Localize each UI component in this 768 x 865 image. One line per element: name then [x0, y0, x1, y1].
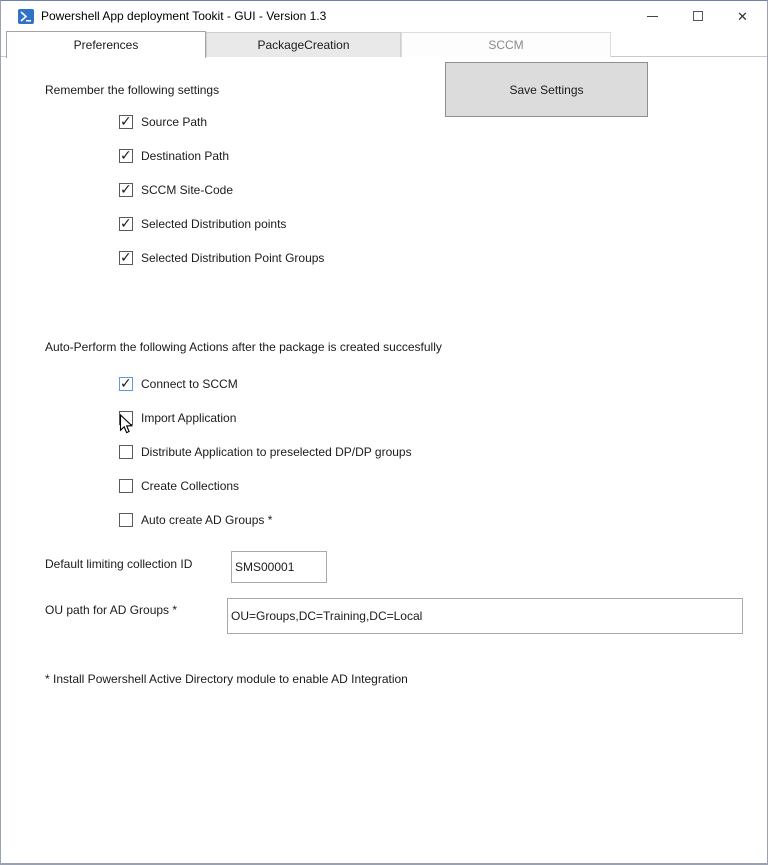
- powershell-arrow-glyph: [19, 10, 33, 23]
- tab-sccm[interactable]: SCCM: [401, 32, 611, 57]
- checkbox-label: Create Collections: [141, 479, 240, 493]
- window-controls: [630, 1, 765, 31]
- checkbox-row-distribution-point-groups[interactable]: [119, 251, 324, 265]
- sccm-site-code-checkbox[interactable]: [119, 183, 133, 197]
- title-bar: [1, 1, 767, 31]
- checkbox-row-source-path[interactable]: [119, 115, 324, 129]
- create-collections-checkbox[interactable]: [119, 479, 133, 493]
- import-application-checkbox[interactable]: [119, 411, 133, 425]
- maximize-icon: [693, 11, 703, 21]
- collection-id-label: Default limiting collection ID: [45, 557, 193, 571]
- ou-path-input[interactable]: [227, 598, 743, 634]
- checkbox-row-distribution-points[interactable]: [119, 217, 324, 231]
- checkbox-label: Distribute Application to preselected DP/DP groups: [141, 445, 412, 459]
- distribution-point-groups-checkbox[interactable]: [119, 251, 133, 265]
- source-path-checkbox[interactable]: [119, 115, 133, 129]
- checkbox-row-sccm-site-code[interactable]: [119, 183, 324, 197]
- checkbox-label: SCCM Site-Code: [141, 183, 234, 197]
- distribute-application-checkbox[interactable]: [119, 445, 133, 459]
- checkbox-row-auto-create-ad-groups[interactable]: [119, 513, 412, 527]
- close-icon: ✕: [737, 8, 748, 24]
- save-settings-button[interactable]: Save Settings: [445, 62, 648, 117]
- maximize-button[interactable]: [675, 1, 720, 31]
- checkbox-row-connect-to-sccm[interactable]: [119, 377, 412, 391]
- auto-create-ad-groups-checkbox[interactable]: [119, 513, 133, 527]
- minimize-icon: [647, 16, 658, 17]
- remember-settings-group: [119, 115, 324, 285]
- tab-preferences[interactable]: Preferences: [6, 31, 206, 58]
- preferences-tab-content: [1, 57, 767, 863]
- collection-id-input[interactable]: [231, 551, 327, 583]
- checkbox-label: Import Application: [141, 411, 237, 425]
- checkbox-label: Connect to SCCM: [141, 377, 238, 391]
- checkbox-label: Selected Distribution Point Groups: [141, 251, 325, 265]
- tab-strip: [1, 31, 767, 57]
- checkbox-label: Destination Path: [141, 149, 230, 163]
- distribution-points-checkbox[interactable]: [119, 217, 133, 231]
- checkbox-label: Source Path: [141, 115, 208, 129]
- checkbox-label: Auto create AD Groups *: [141, 513, 273, 527]
- ou-path-label: OU path for AD Groups *: [45, 603, 178, 617]
- minimize-button[interactable]: [630, 1, 675, 31]
- ad-integration-footnote: * Install Powershell Active Directory module to enable AD Integration: [45, 672, 408, 686]
- powershell-icon: [18, 9, 34, 24]
- auto-perform-heading: Auto-Perform the following Actions after the package is created succesfully: [45, 340, 442, 354]
- connect-to-sccm-checkbox[interactable]: [119, 377, 133, 391]
- checkbox-row-create-collections[interactable]: [119, 479, 412, 493]
- destination-path-checkbox[interactable]: [119, 149, 133, 163]
- window-title: Powershell App deployment Tookit - GUI - Version 1.3: [41, 9, 327, 23]
- remember-settings-heading: Remember the following settings: [45, 83, 220, 97]
- checkbox-row-import-application[interactable]: [119, 411, 412, 425]
- auto-perform-group: [119, 377, 412, 547]
- close-button[interactable]: [720, 1, 765, 31]
- checkbox-row-distribute-application[interactable]: [119, 445, 412, 459]
- tab-packagecreation[interactable]: PackageCreation: [206, 32, 401, 57]
- checkbox-label: Selected Distribution points: [141, 217, 287, 231]
- checkbox-row-destination-path[interactable]: [119, 149, 324, 163]
